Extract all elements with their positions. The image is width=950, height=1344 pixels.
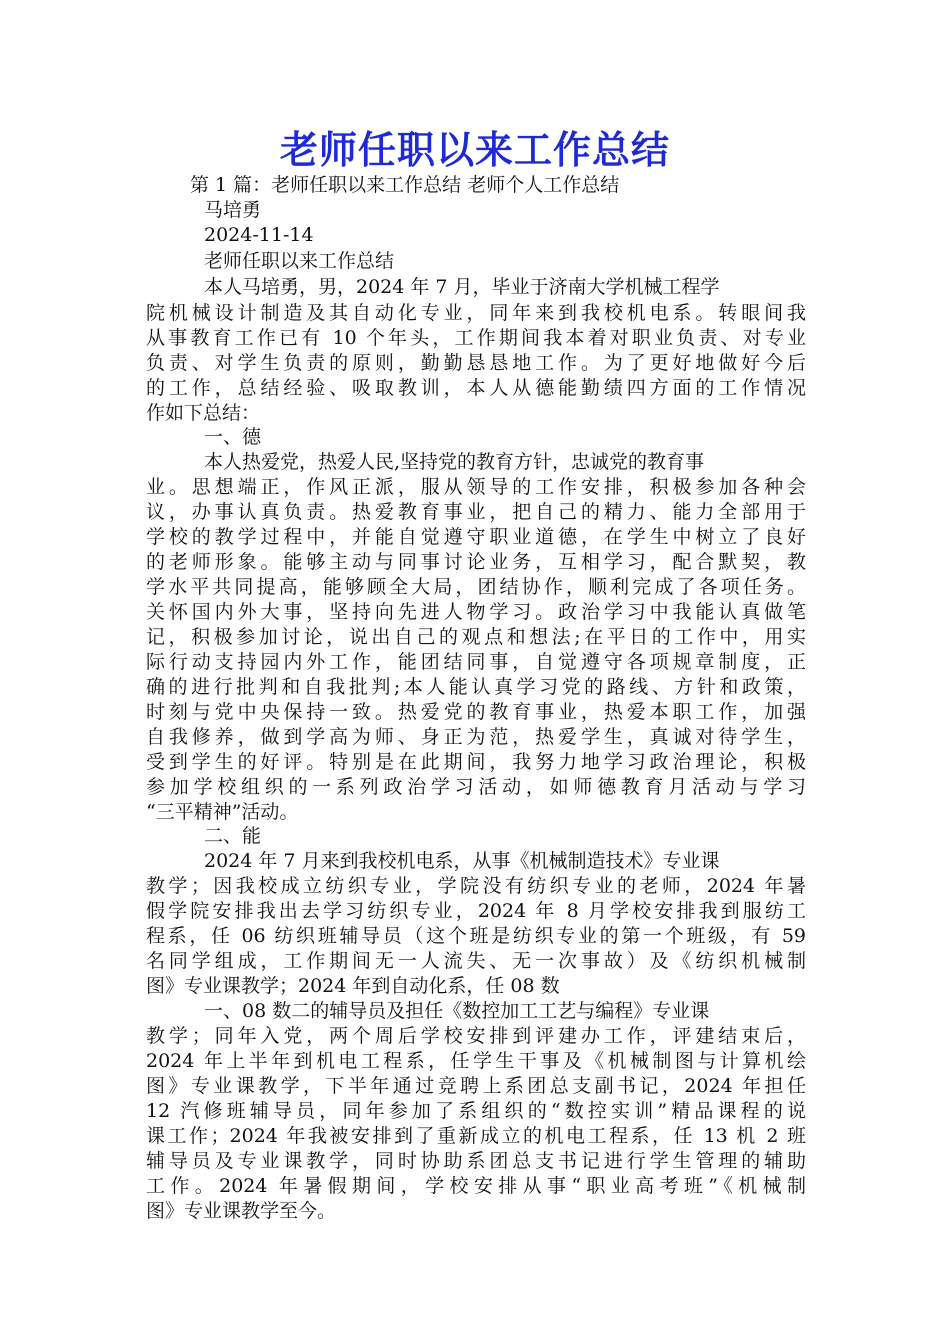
paragraph-line: 负责、对学生负责的原则，勤勤恳恳地工作。为了更好地做好今后 [146, 352, 806, 374]
author-line: 马培勇 [204, 199, 262, 221]
article-heading: 第 1 篇：老师任职以来工作总结 老师个人工作总结 [190, 174, 620, 196]
section-heading: 二、能 [204, 825, 262, 847]
paragraph-line: 受到学生的好评。特别是在此期间，我努力地学习政治理论，积极 [146, 751, 806, 773]
paragraph-line: 确的进行批判和自我批判;本人能认真学习党的路线、方针和政策， [146, 676, 806, 698]
paragraph-line: 教学；因我校成立纺织专业，学院没有纺织专业的老师，2024 年暑 [146, 875, 806, 897]
paragraph-line: 图》专业课教学至今。 [146, 1200, 337, 1222]
paragraph-line: 业。思想端正，作风正派，服从领导的工作安排，积极参加各种会 [146, 476, 806, 498]
paragraph-line: 2024 年上半年到机电工程系，任学生干事及《机械制图与计算机绘 [146, 1050, 806, 1072]
paragraph-line: 时刻与党中央保持一致。热爱党的教育事业，热爱本职工作，加强 [146, 701, 806, 723]
date-line: 2024-11-14 [204, 224, 314, 246]
document-title: 老师任职以来工作总结 [279, 128, 670, 172]
paragraph-line: 本人马培勇，男，2024 年 7 月，毕业于济南大学机械工程学 [204, 276, 720, 298]
paragraph-line: 程系，任 06 纺织班辅导员（这个班是纺织专业的第一个班级，有 59 [146, 925, 806, 947]
paragraph-line: 关怀国内外大事，坚持向先进人物学习。政治学习中我能认真做笔 [146, 601, 806, 623]
paragraph-line: 院机械设计制造及其自动化专业，同年来到我校机电系。转眼间我 [146, 302, 806, 324]
paragraph-line: 作如下总结： [146, 402, 261, 424]
paragraph-line: 图》专业课教学，下半年通过竞聘上系团总支副书记，2024 年担任 [146, 1075, 806, 1097]
paragraph-line: “三平精神”活动。 [146, 801, 299, 823]
paragraph-line: 课工作；2024 年我被安排到了重新成立的机电工程系，任 13 机 2 班 [146, 1125, 806, 1147]
paragraph-line: 际行动支持园内外工作，能团结同事，自觉遵守各项规章制度，正 [146, 651, 806, 673]
section-heading: 一、德 [204, 426, 262, 448]
paragraph-line: 教学；同年入党，两个周后学校安排到评建办工作，评建结束后， [146, 1025, 806, 1047]
paragraph-line: 图》专业课教学；2024 年到自动化系，任 08 数 [146, 975, 560, 997]
paragraph-line: 议，办事认真负责。热爱教育事业，把自己的精力、能力全部用于 [146, 501, 806, 523]
paragraph-line: 学水平共同提高，能够顾全大局，团结协作，顺利完成了各项任务。 [146, 576, 806, 598]
paragraph-line: 自我修养，做到学高为师、身正为范，热爱学生，真诚对待学生， [146, 726, 806, 748]
paragraph-line: 的老师形象。能够主动与同事讨论业务，互相学习，配合默契，教 [146, 551, 806, 573]
paragraph-line: 一、08 数二的辅导员及担任《数控加工工艺与编程》专业课 [204, 1000, 710, 1022]
paragraph-line: 学校的教学过程中，并能自觉遵守职业道德，在学生中树立了良好 [146, 526, 806, 548]
paragraph-line: 工作。2024 年暑假期间，学校安排从事“职业高考班”《机械制 [146, 1175, 806, 1197]
paragraph-line: 辅导员及专业课教学，同时协助系团总支书记进行学生管理的辅助 [146, 1150, 806, 1172]
paragraph-line: 的工作，总结经验、吸取教训，本人从德能勤绩四方面的工作情况 [146, 377, 806, 399]
paragraph-line: 2024 年 7 月来到我校机电系，从事《机械制造技术》专业课 [204, 850, 720, 872]
paragraph-line: 记，积极参加讨论，说出自己的观点和想法;在平日的工作中，用实 [146, 626, 806, 648]
subtitle-line: 老师任职以来工作总结 [204, 250, 395, 272]
paragraph-line: 名同学组成，工作期间无一人流失、无一次事故）及《纺织机械制 [146, 950, 806, 972]
paragraph-line: 参加学校组织的一系列政治学习活动，如师德教育月活动与学习 [146, 776, 806, 798]
paragraph-line: 从事教育工作已有 10 个年头，工作期间我本着对职业负责、对专业 [146, 327, 806, 349]
paragraph-line: 本人热爱党，热爱人民,坚持党的教育方针，忠诚党的教育事 [204, 451, 705, 473]
paragraph-line: 假学院安排我出去学习纺织专业，2024 年 8 月学校安排我到服纺工 [146, 900, 806, 922]
paragraph-line: 12 汽修班辅导员，同年参加了系组织的“数控实训”精品课程的说 [146, 1100, 806, 1122]
